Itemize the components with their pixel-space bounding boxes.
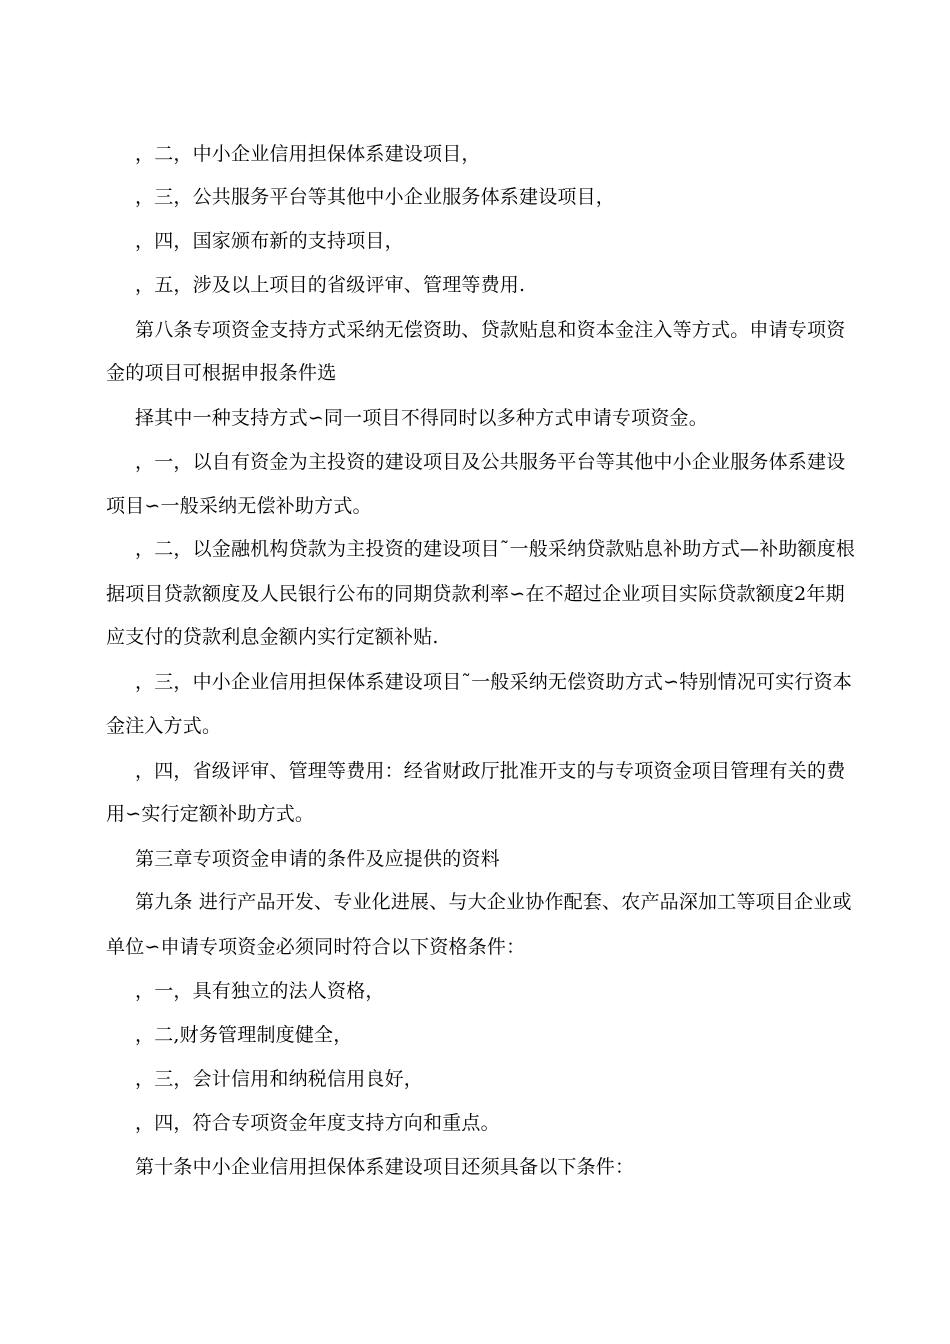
text-line: ，三，会计信用和纳税信用良好， <box>135 1068 424 1090</box>
section-heading: 第三章专项资金申请的条件及应提供的资料 <box>135 848 500 870</box>
text-line: 项目∽一般采纳无偿补助方式。 <box>106 495 372 517</box>
text-line: ，二，中小企业信用担保体系建设项目， <box>135 143 481 165</box>
text-line: 应支付的贷款利息金额内实行定额补贴. <box>106 626 439 648</box>
text-line: 第十条中小企业信用担保体系建设项目还须具备以下条件： <box>135 1156 635 1178</box>
text-line: 金的项目可根据申报条件选 <box>106 362 337 384</box>
text-line: ，二,财务管理制度健全， <box>135 1024 353 1046</box>
text-line: ，四，符合专项资金年度支持方向和重点。 <box>135 1112 500 1134</box>
text-line: ，一，以自有资金为主投资的建设项目及公共服务平台等其他中小企业服务体系建设 <box>135 451 846 473</box>
text-line: ，二，以金融机构贷款为主投资的建设项目˜一般采纳贷款贴息补助方式—补助额度根 <box>135 538 856 560</box>
text-line: 用∽实行定额补助方式。 <box>106 803 315 825</box>
text-line: 第八条专项资金支持方式采纳无偿资助、贷款贴息和资本金注入等方式。申请专项资 <box>135 319 846 341</box>
text-line: 择其中一种支持方式∽同一项目不得同时以多种方式申请专项资金。 <box>135 407 708 429</box>
text-line: ，五，涉及以上项目的省级评审、管理等费用. <box>135 274 526 296</box>
text-line: 第九条 进行产品开发、专业化进展、与大企业协作配套、农产品深加工等项目企业或 <box>135 891 852 913</box>
text-line: 金注入方式。 <box>106 715 222 737</box>
text-line: ，三，公共服务平台等其他中小企业服务体系建设项目， <box>135 186 616 208</box>
text-line: ，三，中小企业信用担保体系建设项目˜一般采纳无偿资助方式∽特别情况可实行资本 <box>135 671 853 693</box>
text-line: 据项目贷款额度及人民银行公布的同期贷款利率∽在不超过企业项目实际贷款额度2年期 <box>106 583 845 605</box>
text-line: ，一，具有独立的法人资格， <box>135 980 385 1002</box>
text-line: ，四，国家颁布新的支持项目， <box>135 230 404 252</box>
text-line: ，四，省级评审、管理等费用：经省财政厅批准开支的与专项资金项目管理有关的费 <box>135 760 846 782</box>
text-line: 单位∽申请专项资金必须同时符合以下资格条件： <box>106 936 526 958</box>
